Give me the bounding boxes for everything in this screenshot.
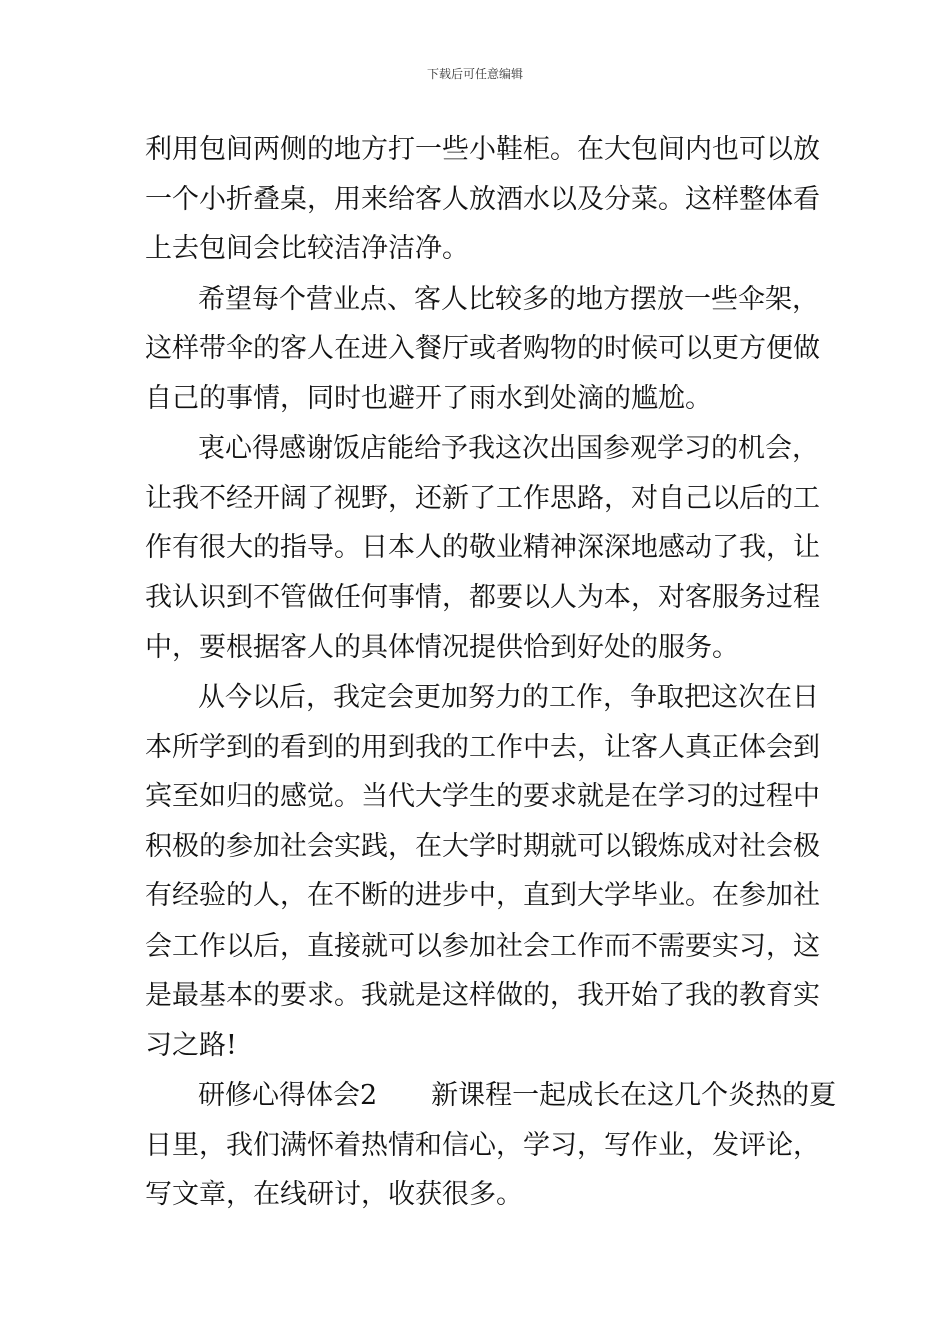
paragraph-3-line-1: 衷心得感谢饭店能给予我这次出国参观学习的机会， [198,433,819,464]
paragraph-4-line-7: 是最基本的要求。我就是这样做的，我开始了我的教育实 [145,980,820,1011]
paragraph-1-line-1: 利用包间两侧的地方打一些小鞋柜。在大包间内也可以放 [145,134,820,165]
paragraph-4-line-3: 宾至如归的感觉。当代大学生的要求就是在学习的过程中 [145,781,820,812]
paragraph-2-line-1: 希望每个营业点、客人比较多的地方摆放一些伞架， [198,284,819,315]
paragraph-5-line-3: 写文章，在线研讨，收获很多。 [145,1179,523,1210]
paragraph-4-line-5: 有经验的人，在不断的进步中，直到大学毕业。在参加社 [145,880,820,911]
paragraph-3-line-4: 我认识到不管做任何事情，都要以人为本，对客服务过程 [145,582,820,613]
paragraph-4-line-2: 本所学到的看到的用到我的工作中去，让客人真正体会到 [145,732,820,763]
paragraph-3-line-2: 让我不经开阔了视野，还新了工作思路，对自己以后的工 [145,483,820,514]
paragraph-2-line-2: 这样带伞的客人在进入餐厅或者购物的时候可以更方便做 [145,333,820,364]
paragraph-4-line-6: 会工作以后，直接就可以参加社会工作而不需要实习，这 [145,931,820,962]
paragraph-1-line-3: 上去包间会比较洁净洁净。 [145,233,469,264]
paragraph-4-line-1: 从今以后，我定会更加努力的工作，争取把这次在日 [198,682,819,713]
paragraph-3-line-5: 中，要根据客人的具体情况提供恰到好处的服务。 [145,632,739,663]
paragraph-3-line-3: 作有很大的指导。日本人的敬业精神深深地感动了我，让 [145,532,820,563]
paragraph-5-line-1: 研修心得体会2 新课程一起成长在这几个炎热的夏 [198,1080,837,1111]
paragraph-4-line-4: 积极的参加社会实践，在大学时期就可以锻炼成对社会极 [145,831,820,862]
page-header: 下载后可任意编辑 [426,67,523,81]
paragraph-1-line-2: 一个小折叠桌，用来给客人放酒水以及分菜。这样整体看 [145,184,820,215]
paragraph-4-line-8: 习之路! [145,1030,237,1061]
paragraph-5-line-2: 日里，我们满怀着热情和信心，学习，写作业，发评论， [145,1130,820,1161]
paragraph-2-line-3: 自己的事情，同时也避开了雨水到处滴的尴尬。 [145,383,712,414]
